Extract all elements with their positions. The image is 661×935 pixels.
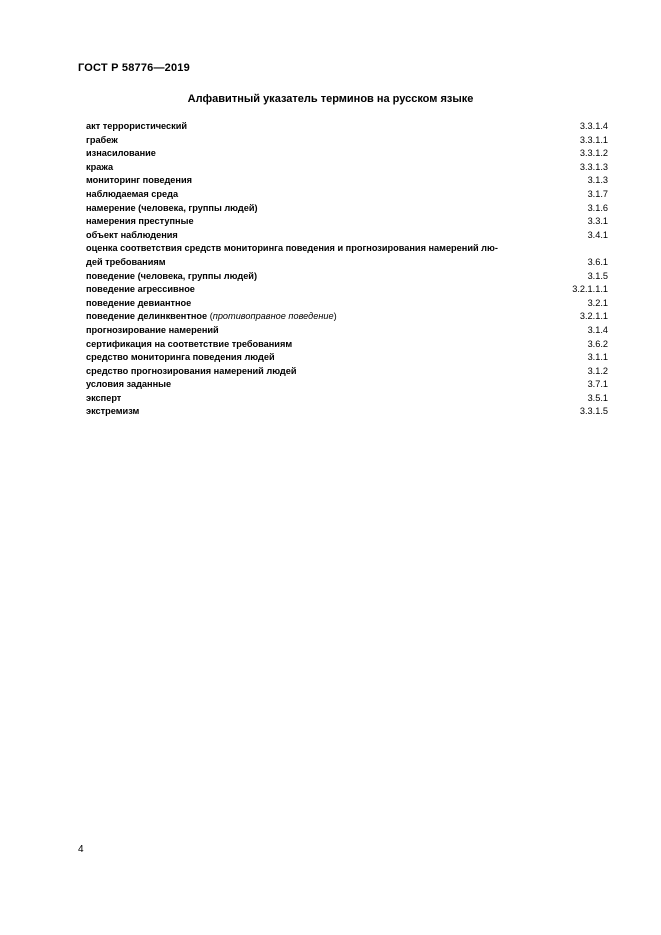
index-term: объект наблюдения — [86, 229, 178, 240]
index-term: мониторинг поведения — [86, 175, 192, 186]
index-term — [86, 242, 498, 269]
index-entry — [86, 283, 608, 297]
index-ref: 3.1.5 — [587, 270, 608, 281]
index-term: экстремизм — [86, 406, 140, 417]
index-entry — [86, 147, 608, 161]
index-ref: 3.3.1.3 — [579, 161, 608, 172]
index-ref: 3.1.3 — [587, 175, 608, 186]
index-entry — [86, 134, 608, 148]
index-term: сертификация на соответствие требованиям — [86, 338, 293, 349]
index-entry — [86, 161, 608, 175]
index-entry — [86, 310, 608, 324]
index-term-note-open: ( — [207, 311, 213, 322]
document-code: ГОСТ Р 58776—2019 — [78, 62, 190, 74]
index-entry — [86, 365, 608, 379]
index-entry — [86, 392, 608, 406]
index-entry — [86, 229, 608, 243]
index-ref: 3.5.1 — [587, 392, 608, 403]
index-term: кража — [86, 161, 114, 172]
index-term-note: противоправное поведение — [212, 311, 334, 322]
index-term-line: оценка соответствия средств мониторинга поведения и прогнозирования намерений лю- — [86, 243, 498, 254]
index-entry — [86, 188, 608, 202]
index-ref: 3.4.1 — [587, 229, 608, 240]
index-ref: 3.1.1 — [587, 352, 608, 363]
index-term: наблюдаемая среда — [86, 188, 179, 199]
index-title: Алфавитный указатель терминов на русском языке — [187, 93, 474, 105]
index-term: условия заданные — [86, 379, 172, 390]
index-ref: 3.2.1.1 — [579, 311, 608, 322]
index-term-main: поведение делинквентное — [86, 311, 208, 322]
index-ref: 3.2.1 — [587, 297, 608, 308]
index-entry — [86, 324, 608, 338]
index-ref: 3.3.1.5 — [579, 406, 608, 417]
index-entry — [86, 351, 608, 365]
index-term-line: дей требованиям — [86, 256, 166, 267]
index-term: средство мониторинга поведения людей — [86, 352, 275, 363]
index-term: прогнозирование намерений — [86, 324, 219, 335]
index-term-note-close: ) — [333, 311, 337, 322]
index-term: намерение (человека, группы людей) — [86, 202, 258, 213]
index-term: средство прогнозирования намерений людей — [86, 365, 297, 376]
index-entry — [86, 405, 608, 419]
index-entry — [86, 120, 608, 134]
term-index-list — [86, 120, 608, 419]
index-entry — [86, 202, 608, 216]
index-entry — [86, 174, 608, 188]
index-ref: 3.1.6 — [587, 202, 608, 213]
index-term: намерения преступные — [86, 216, 194, 227]
index-entry — [86, 297, 608, 311]
index-ref: 3.3.1.2 — [579, 148, 608, 159]
index-ref: 3.3.1.4 — [579, 121, 608, 131]
index-ref: 3.1.4 — [587, 324, 608, 335]
page-number: 4 — [78, 844, 84, 855]
index-term: поведение (человека, группы людей) — [86, 270, 258, 281]
index-ref: 3.1.2 — [587, 365, 608, 376]
index-ref: 3.6.1 — [587, 256, 608, 267]
index-entry — [86, 215, 608, 229]
index-entry — [86, 378, 608, 392]
index-ref: 3.3.1.1 — [579, 134, 608, 145]
index-term: поведение девиантное — [86, 297, 192, 308]
index-ref: 3.6.2 — [587, 338, 608, 349]
index-term: изнасилование — [86, 148, 156, 159]
index-term: поведение агрессивное — [86, 284, 195, 295]
index-ref: 3.2.1.1.1 — [572, 284, 608, 295]
index-term — [86, 310, 337, 324]
index-entry — [86, 242, 608, 269]
index-term: грабеж — [86, 134, 118, 145]
index-term: акт террористический — [86, 121, 188, 131]
index-entry — [86, 270, 608, 284]
index-entry — [86, 338, 608, 352]
index-ref: 3.1.7 — [587, 188, 608, 199]
index-ref: 3.3.1 — [587, 216, 608, 227]
index-ref: 3.7.1 — [587, 379, 608, 390]
index-term: эксперт — [86, 392, 122, 403]
